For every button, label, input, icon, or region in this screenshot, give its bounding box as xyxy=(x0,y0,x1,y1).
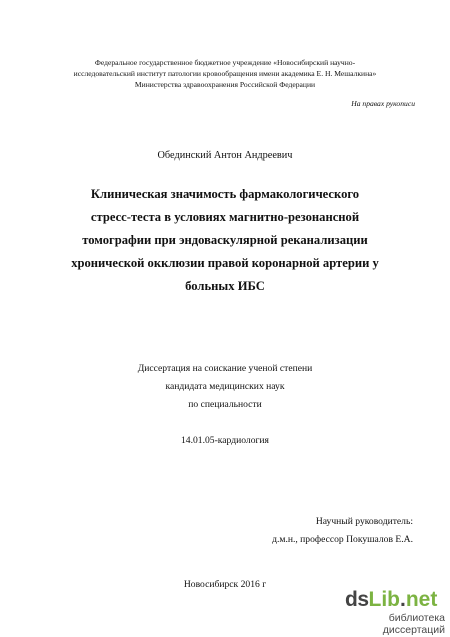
supervisor-label: Научный руководитель: xyxy=(315,516,413,527)
degree-line-3: по специальности xyxy=(188,399,262,410)
title-line-3: томографии при эндоваскулярной реканализации xyxy=(82,233,368,247)
watermark-subtitle: библиотека диссертаций xyxy=(382,612,445,636)
institution-line-3: Министерства здравоохранения Российской Федерации xyxy=(134,80,316,89)
rights-note: На правах рукописи xyxy=(351,99,415,108)
logo-ds: ds xyxy=(345,588,369,611)
title-line-1: Клиническая значимость фармакологического xyxy=(90,187,360,201)
logo-lib: Lib xyxy=(368,588,401,611)
dslib-logo xyxy=(345,587,437,611)
watermark-logo xyxy=(345,587,445,636)
title-line-5: больных ИБС xyxy=(185,279,265,293)
degree-line-2: кандидата медицинских наук xyxy=(165,381,285,392)
institution-line-2: исследовательский институт патологии кровообращения имени академика Е. Н. Мешалкина» xyxy=(73,69,377,78)
institution-line-1: Федеральное государственное бюджетное учреждение «Новосибирский научно- xyxy=(94,58,356,67)
specialty-code: 14.01.05-кардиология xyxy=(181,435,269,446)
logo-net: net xyxy=(405,588,438,611)
title-line-2: стресс-теста в условиях магнитно-резонансной xyxy=(90,210,360,224)
logo-dot: . xyxy=(400,588,406,611)
city-year: Новосибирск 2016 г xyxy=(183,579,267,590)
author-name: Обединский Антон Андреевич xyxy=(157,150,293,161)
title-line-4: хронической окклюзии правой коронарной артерии у xyxy=(71,256,379,270)
supervisor-name: д.м.н., профессор Покушалов Е.А. xyxy=(272,534,413,545)
degree-line-1: Диссертация на соискание ученой степени xyxy=(137,363,313,374)
